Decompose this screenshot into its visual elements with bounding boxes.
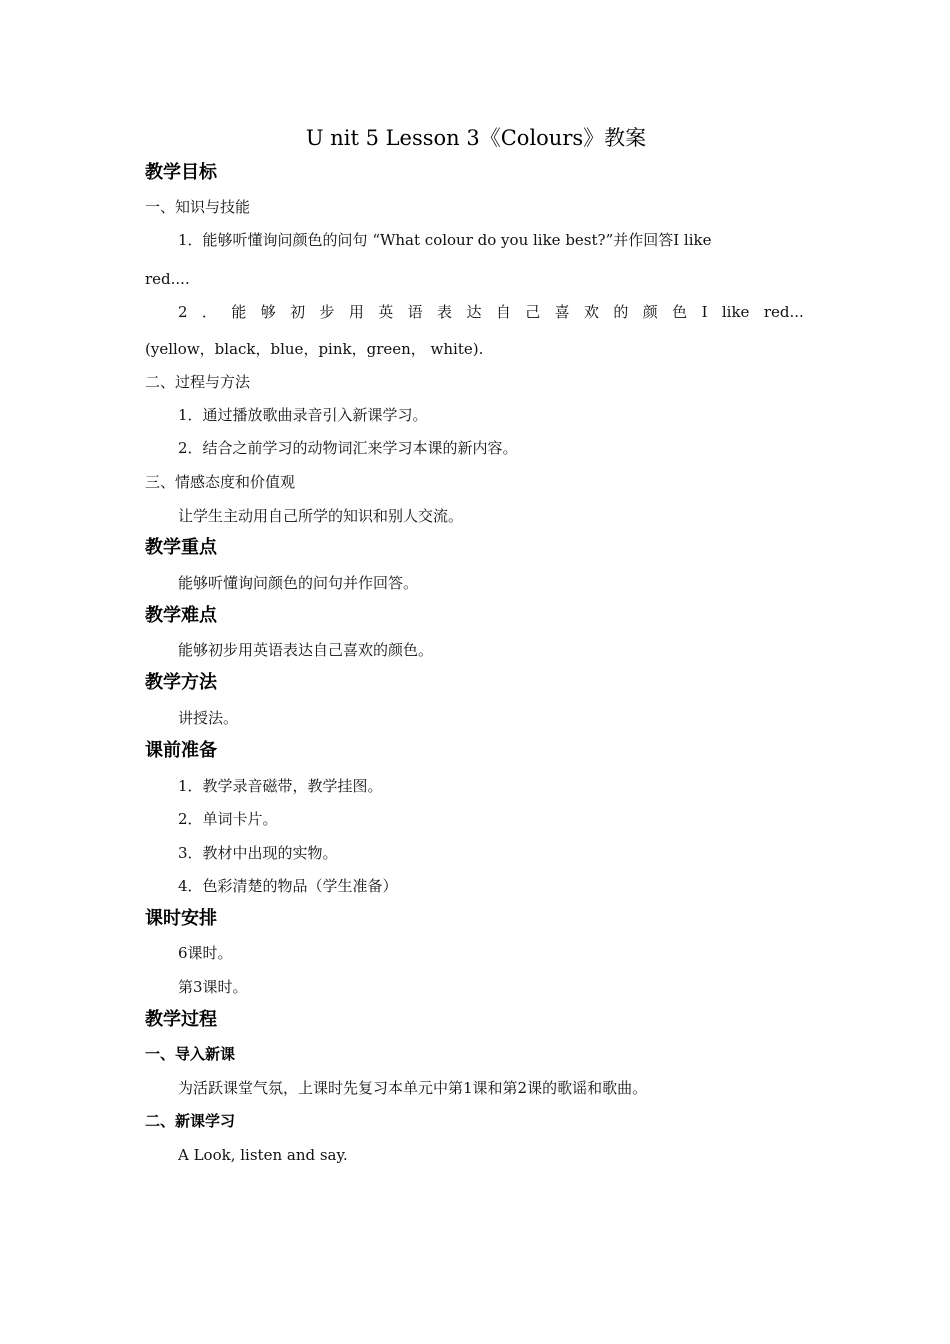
justified-token: I xyxy=(701,303,708,321)
justified-token: 色 xyxy=(672,303,688,321)
attitude-text: 让学生主动用自己所学的知识和别人交流。 xyxy=(178,507,464,525)
process-section-intro-title: 一、导入新课 xyxy=(145,1045,236,1063)
heading-difficult-points: 教学难点 xyxy=(145,605,217,626)
key-points-text: 能够听懂询问颜色的问句并作回答。 xyxy=(178,574,419,592)
document-title: U nit 5 Lesson 3《Colours》教案 xyxy=(305,126,647,150)
preparation-item: 2．单词卡片。 xyxy=(178,810,278,828)
justified-token: 颜 xyxy=(642,303,658,321)
justified-token: like xyxy=(721,303,750,321)
heading-process: 教学过程 xyxy=(145,1009,217,1030)
justified-token: red... xyxy=(763,303,804,321)
justified-token: 己 xyxy=(525,303,541,321)
subsection-attitude-values: 三、情感态度和价值观 xyxy=(145,473,296,491)
heading-objectives: 教学目标 xyxy=(145,162,217,183)
justified-token: 喜 xyxy=(554,303,570,321)
subsection-knowledge-skills: 一、知识与技能 xyxy=(145,198,251,216)
heading-methods: 教学方法 xyxy=(145,672,217,693)
justified-token: 表 xyxy=(437,303,453,321)
preparation-item: 1．教学录音磁带，教学挂图。 xyxy=(178,777,383,795)
process-section-new-title: 二、新课学习 xyxy=(145,1112,236,1130)
heading-schedule: 课时安排 xyxy=(145,908,217,929)
process-item-1: 1．通过播放歌曲录音引入新课学习。 xyxy=(178,406,428,424)
objective-item-1-line-1: 1．能够听懂询问颜色的问句 “What colour do you like best?”并作回答I like xyxy=(178,231,712,249)
schedule-line-2: 第3课时。 xyxy=(178,978,248,996)
justified-token: ． xyxy=(201,303,217,321)
justified-token: 够 xyxy=(260,303,276,321)
preparation-item: 3．教材中出现的实物。 xyxy=(178,844,338,862)
process-section-new-text: A Look, listen and say. xyxy=(178,1146,348,1164)
justified-token: 步 xyxy=(319,303,335,321)
justified-token: 能 xyxy=(231,303,247,321)
justified-token: 自 xyxy=(495,303,511,321)
objective-item-2-line-2: (yellow，black，blue，pink，green， white). xyxy=(145,340,484,358)
justified-token: 2 xyxy=(178,303,188,321)
difficult-points-text: 能够初步用英语表达自己喜欢的颜色。 xyxy=(178,641,434,659)
justified-token: 英 xyxy=(378,303,394,321)
subsection-process-methods: 二、过程与方法 xyxy=(145,373,251,391)
justified-token: 的 xyxy=(613,303,629,321)
methods-text: 讲授法。 xyxy=(178,709,239,727)
heading-preparation: 课前准备 xyxy=(145,740,217,761)
justified-token: 欢 xyxy=(584,303,600,321)
justified-token: 用 xyxy=(348,303,364,321)
process-section-intro-text: 为活跃课堂气氛，上课时先复习本单元中第1课和第2课的歌谣和歌曲。 xyxy=(178,1079,648,1097)
objective-item-1-line-2: red.... xyxy=(145,270,190,288)
schedule-line-1: 6课时。 xyxy=(178,944,233,962)
justified-token: 初 xyxy=(290,303,306,321)
heading-key-points: 教学重点 xyxy=(145,537,217,558)
justified-token: 语 xyxy=(407,303,423,321)
process-item-2: 2．结合之前学习的动物词汇来学习本课的新内容。 xyxy=(178,439,518,457)
justified-token: 达 xyxy=(466,303,482,321)
objective-item-2-line-1 xyxy=(178,302,804,322)
preparation-item: 4．色彩清楚的物品（学生准备） xyxy=(178,877,398,895)
